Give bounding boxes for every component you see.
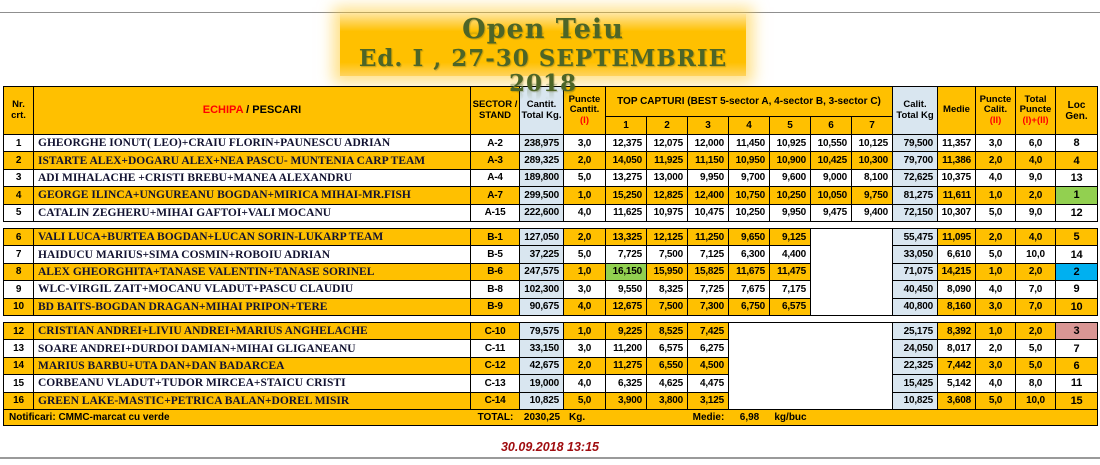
cell-capture-3: 7,425 bbox=[688, 323, 729, 340]
cell-puncte-calitate: 5,0 bbox=[976, 246, 1016, 263]
cell-cantit-total-kg: 289,325 bbox=[520, 152, 564, 169]
footer-total-unit: Kg. bbox=[564, 410, 606, 426]
cell-loc-general: 14 bbox=[1056, 246, 1098, 263]
col-header-capture-1: 1 bbox=[606, 117, 647, 135]
cell-capture-3: 4,500 bbox=[688, 358, 729, 375]
cell-medie: 8,017 bbox=[938, 340, 976, 357]
cell-capture-3: 9,950 bbox=[688, 170, 729, 187]
cell-medie: 8,160 bbox=[938, 299, 976, 316]
cell-capture-7: 10,125 bbox=[852, 135, 893, 152]
cell-puncte-cantitate: 4,0 bbox=[564, 205, 606, 222]
footer-spacer bbox=[893, 410, 938, 426]
cell-capture-5: 4,400 bbox=[770, 246, 811, 263]
results-table-header-and-sector-a bbox=[3, 86, 1098, 222]
cell-capture-3: 12,400 bbox=[688, 187, 729, 204]
footer-total-value: 2030,25 bbox=[520, 410, 564, 426]
cell-team-name: HAIDUCU MARIUS+SIMA COSMIN+ROBOIU ADRIAN bbox=[34, 246, 471, 263]
cell-loc-general: 9 bbox=[1056, 281, 1098, 298]
cell-calit-total-kg: 22,325 bbox=[893, 358, 938, 375]
cell-team-name: GEORGE ILINCA+UNGUREANU BOGDAN+MIRICA MIHAI-MR.FISH bbox=[34, 187, 471, 204]
cell-calit-total-kg: 25,175 bbox=[893, 323, 938, 340]
cell-total-puncte: 2,0 bbox=[1016, 187, 1056, 204]
cell-capture-4: 9,700 bbox=[729, 170, 770, 187]
cell-capture-2: 6,575 bbox=[647, 340, 688, 357]
cell-medie: 5,142 bbox=[938, 375, 976, 392]
cell-team-name: CORBEANU VLADUT+TUDOR MIRCEA+STAICU CRISTI bbox=[34, 375, 471, 392]
cell-capture-5: 10,925 bbox=[770, 135, 811, 152]
cell-sector-stand: C-12 bbox=[471, 358, 520, 375]
cell-cantit-total-kg: 79,575 bbox=[520, 323, 564, 340]
cell-calit-total-kg: 72,625 bbox=[893, 170, 938, 187]
col-header-loc-gen: Loc Gen. bbox=[1056, 87, 1098, 135]
cell-calit-total-kg: 33,050 bbox=[893, 246, 938, 263]
cell-capture-4: 11,450 bbox=[729, 135, 770, 152]
cell-capture-5: 9,600 bbox=[770, 170, 811, 187]
cell-puncte-calitate: 2,0 bbox=[976, 340, 1016, 357]
cell-capture-1: 13,275 bbox=[606, 170, 647, 187]
cell-calit-total-kg: 79,700 bbox=[893, 152, 938, 169]
footer-medie-value: 6,98 bbox=[729, 410, 770, 426]
cell-calit-total-kg: 71,075 bbox=[893, 264, 938, 281]
cell-capture-2: 12,825 bbox=[647, 187, 688, 204]
cell-sector-stand: B-5 bbox=[471, 246, 520, 263]
cell-capture-blank bbox=[811, 281, 893, 298]
cell-capture-2: 15,950 bbox=[647, 264, 688, 281]
cell-puncte-calitate: 5,0 bbox=[976, 205, 1016, 222]
cell-total-puncte: 8,0 bbox=[1016, 375, 1056, 392]
cell-sector-stand: C-13 bbox=[471, 375, 520, 392]
cell-calit-total-kg: 72,150 bbox=[893, 205, 938, 222]
cell-medie: 10,375 bbox=[938, 170, 976, 187]
cell-total-puncte: 4,0 bbox=[1016, 152, 1056, 169]
cell-sector-stand: B-6 bbox=[471, 264, 520, 281]
cell-capture-1: 7,725 bbox=[606, 246, 647, 263]
cell-capture-blank bbox=[729, 340, 893, 357]
cell-capture-1: 15,250 bbox=[606, 187, 647, 204]
cell-puncte-cantitate: 3,0 bbox=[564, 340, 606, 357]
cell-puncte-cantitate: 1,0 bbox=[564, 323, 606, 340]
cell-total-puncte: 2,0 bbox=[1016, 323, 1056, 340]
cell-capture-1: 9,225 bbox=[606, 323, 647, 340]
cell-puncte-cantitate: 4,0 bbox=[564, 299, 606, 316]
cell-row-number: 10 bbox=[4, 299, 34, 316]
cell-row-number: 4 bbox=[4, 187, 34, 204]
cell-puncte-calitate: 2,0 bbox=[976, 152, 1016, 169]
cell-capture-2: 10,975 bbox=[647, 205, 688, 222]
cell-capture-7: 9,400 bbox=[852, 205, 893, 222]
cell-calit-total-kg: 24,050 bbox=[893, 340, 938, 357]
cell-loc-general: 1 bbox=[1056, 187, 1098, 204]
cell-capture-4: 10,250 bbox=[729, 205, 770, 222]
cell-loc-general: 3 bbox=[1056, 323, 1098, 340]
cell-capture-6: 9,000 bbox=[811, 170, 852, 187]
cell-loc-general: 13 bbox=[1056, 170, 1098, 187]
cell-capture-4: 7,675 bbox=[729, 281, 770, 298]
cell-team-name: CRISTIAN ANDREI+LIVIU ANDREI+MARIUS ANGHELACHE bbox=[34, 323, 471, 340]
col-header-capture-3: 3 bbox=[688, 117, 729, 135]
col-header-capture-7: 7 bbox=[852, 117, 893, 135]
cell-total-puncte: 7,0 bbox=[1016, 281, 1056, 298]
cell-calit-total-kg: 40,450 bbox=[893, 281, 938, 298]
cell-capture-6: 9,475 bbox=[811, 205, 852, 222]
cell-capture-1: 12,375 bbox=[606, 135, 647, 152]
cell-capture-blank bbox=[811, 246, 893, 263]
cell-capture-3: 7,725 bbox=[688, 281, 729, 298]
footer-spacer bbox=[606, 410, 647, 426]
col-header-top-capturi: TOP CAPTURI (BEST 5-sector A, 4-sector B, 3-sector C) bbox=[606, 87, 893, 117]
cell-sector-stand: C-10 bbox=[471, 323, 520, 340]
cell-puncte-cantitate: 3,0 bbox=[564, 135, 606, 152]
cell-calit-total-kg: 55,475 bbox=[893, 229, 938, 246]
col-header-nr-crt: Nr. crt. bbox=[4, 87, 34, 135]
cell-cantit-total-kg: 37,225 bbox=[520, 246, 564, 263]
cell-capture-6: 10,050 bbox=[811, 187, 852, 204]
cell-loc-general: 15 bbox=[1056, 393, 1098, 410]
cell-cantit-total-kg: 102,300 bbox=[520, 281, 564, 298]
cell-medie: 8,392 bbox=[938, 323, 976, 340]
cell-team-name: CATALIN ZEGHERU+MIHAI GAFTOI+VALI MOCANU bbox=[34, 205, 471, 222]
cell-cantit-total-kg: 189,800 bbox=[520, 170, 564, 187]
event-title: Open Teiu bbox=[462, 14, 624, 45]
cell-team-name: SOARE ANDREI+DURDOI DAMIAN+MIHAI GLIGANEANU bbox=[34, 340, 471, 357]
cell-sector-stand: A-2 bbox=[471, 135, 520, 152]
cell-puncte-calitate: 4,0 bbox=[976, 375, 1016, 392]
cell-capture-2: 7,500 bbox=[647, 246, 688, 263]
cell-puncte-cantitate: 4,0 bbox=[564, 375, 606, 392]
cell-cantit-total-kg: 222,600 bbox=[520, 205, 564, 222]
title-banner bbox=[340, 14, 746, 97]
cell-puncte-cantitate: 5,0 bbox=[564, 170, 606, 187]
cell-capture-5: 7,175 bbox=[770, 281, 811, 298]
cell-puncte-calitate: 3,0 bbox=[976, 135, 1016, 152]
cell-capture-4: 11,675 bbox=[729, 264, 770, 281]
cell-calit-total-kg: 79,500 bbox=[893, 135, 938, 152]
cell-loc-general: 5 bbox=[1056, 229, 1098, 246]
cell-puncte-calitate: 5,0 bbox=[976, 393, 1016, 410]
cell-loc-general: 6 bbox=[1056, 358, 1098, 375]
cell-capture-5: 10,250 bbox=[770, 187, 811, 204]
cell-puncte-cantitate: 2,0 bbox=[564, 229, 606, 246]
cell-capture-7: 10,300 bbox=[852, 152, 893, 169]
cell-total-puncte: 4,0 bbox=[1016, 229, 1056, 246]
cell-row-number: 16 bbox=[4, 393, 34, 410]
cell-capture-blank bbox=[811, 264, 893, 281]
cell-team-name: GREEN LAKE-MASTIC+PETRICA BALAN+DOREL MISIR bbox=[34, 393, 471, 410]
cell-calit-total-kg: 15,425 bbox=[893, 375, 938, 392]
col-header-puncte-calit: Puncte Calit. (II) bbox=[976, 87, 1016, 135]
cell-total-puncte: 9,0 bbox=[1016, 205, 1056, 222]
cell-medie: 14,215 bbox=[938, 264, 976, 281]
cell-puncte-calitate: 1,0 bbox=[976, 264, 1016, 281]
cell-total-puncte: 5,0 bbox=[1016, 358, 1056, 375]
cell-capture-5: 11,475 bbox=[770, 264, 811, 281]
cell-capture-4: 10,750 bbox=[729, 187, 770, 204]
cell-sector-stand: A-3 bbox=[471, 152, 520, 169]
cell-cantit-total-kg: 127,050 bbox=[520, 229, 564, 246]
col-header-medie: Medie bbox=[938, 87, 976, 135]
footer-spacer bbox=[1056, 410, 1098, 426]
cell-loc-general: 10 bbox=[1056, 299, 1098, 316]
cell-capture-1: 13,325 bbox=[606, 229, 647, 246]
cell-cantit-total-kg: 238,975 bbox=[520, 135, 564, 152]
cell-row-number: 7 bbox=[4, 246, 34, 263]
cell-puncte-cantitate: 3,0 bbox=[564, 281, 606, 298]
bottom-divider bbox=[0, 457, 1100, 459]
cell-puncte-calitate: 3,0 bbox=[976, 299, 1016, 316]
cell-puncte-cantitate: 1,0 bbox=[564, 264, 606, 281]
cell-cantit-total-kg: 90,675 bbox=[520, 299, 564, 316]
cell-puncte-calitate: 1,0 bbox=[976, 323, 1016, 340]
cell-capture-2: 6,550 bbox=[647, 358, 688, 375]
cell-row-number: 3 bbox=[4, 170, 34, 187]
cell-sector-stand: B-1 bbox=[471, 229, 520, 246]
cell-capture-2: 4,625 bbox=[647, 375, 688, 392]
cell-row-number: 13 bbox=[4, 340, 34, 357]
cell-row-number: 14 bbox=[4, 358, 34, 375]
cell-cantit-total-kg: 10,825 bbox=[520, 393, 564, 410]
cell-capture-2: 12,125 bbox=[647, 229, 688, 246]
cell-loc-general: 4 bbox=[1056, 152, 1098, 169]
cell-capture-4: 10,950 bbox=[729, 152, 770, 169]
col-header-capture-5: 5 bbox=[770, 117, 811, 135]
cell-puncte-cantitate: 1,0 bbox=[564, 187, 606, 204]
cell-puncte-calitate: 4,0 bbox=[976, 170, 1016, 187]
cell-row-number: 5 bbox=[4, 205, 34, 222]
cell-capture-5: 9,950 bbox=[770, 205, 811, 222]
cell-sector-stand: C-11 bbox=[471, 340, 520, 357]
cell-capture-blank bbox=[729, 393, 893, 410]
cell-medie: 10,307 bbox=[938, 205, 976, 222]
cell-capture-6: 10,550 bbox=[811, 135, 852, 152]
cell-puncte-calitate: 2,0 bbox=[976, 229, 1016, 246]
cell-capture-1: 11,275 bbox=[606, 358, 647, 375]
cell-capture-3: 4,475 bbox=[688, 375, 729, 392]
top-divider bbox=[0, 12, 1100, 13]
cell-capture-blank bbox=[811, 299, 893, 316]
cell-capture-6: 10,425 bbox=[811, 152, 852, 169]
cell-total-puncte: 2,0 bbox=[1016, 264, 1056, 281]
cell-row-number: 1 bbox=[4, 135, 34, 152]
cell-capture-2: 12,075 bbox=[647, 135, 688, 152]
cell-capture-7: 9,750 bbox=[852, 187, 893, 204]
cell-capture-3: 10,475 bbox=[688, 205, 729, 222]
col-header-capture-2: 2 bbox=[647, 117, 688, 135]
cell-capture-3: 11,250 bbox=[688, 229, 729, 246]
cell-puncte-cantitate: 2,0 bbox=[564, 152, 606, 169]
cell-capture-2: 8,525 bbox=[647, 323, 688, 340]
cell-puncte-calitate: 1,0 bbox=[976, 187, 1016, 204]
cell-capture-7: 8,100 bbox=[852, 170, 893, 187]
cell-capture-1: 6,325 bbox=[606, 375, 647, 392]
cell-capture-3: 11,150 bbox=[688, 152, 729, 169]
col-header-cantit-total-kg: Cantit. Total Kg. bbox=[520, 87, 564, 135]
cell-sector-stand: B-9 bbox=[471, 299, 520, 316]
cell-total-puncte: 9,0 bbox=[1016, 170, 1056, 187]
footer-notificari: Notificari: CMMC-marcat cu verde bbox=[4, 410, 471, 426]
results-table-sector-b bbox=[3, 228, 1098, 316]
cell-loc-general: 11 bbox=[1056, 375, 1098, 392]
cell-cantit-total-kg: 33,150 bbox=[520, 340, 564, 357]
footer-spacer bbox=[647, 410, 688, 426]
cell-row-number: 6 bbox=[4, 229, 34, 246]
cell-capture-3: 15,825 bbox=[688, 264, 729, 281]
cell-row-number: 12 bbox=[4, 323, 34, 340]
cell-medie: 11,357 bbox=[938, 135, 976, 152]
cell-capture-1: 9,550 bbox=[606, 281, 647, 298]
cell-team-name: ISTARTE ALEX+DOGARU ALEX+NEA PASCU- MUNTENIA CARP TEAM bbox=[34, 152, 471, 169]
cell-row-number: 9 bbox=[4, 281, 34, 298]
cell-medie: 8,090 bbox=[938, 281, 976, 298]
cell-capture-3: 3,125 bbox=[688, 393, 729, 410]
cell-medie: 3,608 bbox=[938, 393, 976, 410]
col-header-puncte-cantit: Puncte Cantit. (I) bbox=[564, 87, 606, 135]
footer-medie-unit: kg/buc bbox=[770, 410, 811, 426]
cell-capture-4: 6,300 bbox=[729, 246, 770, 263]
cell-capture-2: 13,000 bbox=[647, 170, 688, 187]
col-header-capture-6: 6 bbox=[811, 117, 852, 135]
cell-loc-general: 2 bbox=[1056, 264, 1098, 281]
cell-row-number: 8 bbox=[4, 264, 34, 281]
cell-capture-1: 12,675 bbox=[606, 299, 647, 316]
cell-sector-stand: C-14 bbox=[471, 393, 520, 410]
cell-capture-4: 9,650 bbox=[729, 229, 770, 246]
cell-total-puncte: 5,0 bbox=[1016, 340, 1056, 357]
cell-team-name: BD BAITS-BOGDAN DRAGAN+MIHAI PRIPON+TERE bbox=[34, 299, 471, 316]
cell-team-name: ADI MIHALACHE +CRISTI BREBU+MANEA ALEXANDRU bbox=[34, 170, 471, 187]
cell-capture-5: 9,125 bbox=[770, 229, 811, 246]
cell-loc-general: 7 bbox=[1056, 340, 1098, 357]
cell-capture-2: 3,800 bbox=[647, 393, 688, 410]
cell-capture-3: 6,275 bbox=[688, 340, 729, 357]
cell-sector-stand: A-15 bbox=[471, 205, 520, 222]
cell-row-number: 2 bbox=[4, 152, 34, 169]
cell-team-name: GHEORGHE IONUT( LEO)+CRAIU FLORIN+PAUNESCU ADRIAN bbox=[34, 135, 471, 152]
cell-puncte-calitate: 4,0 bbox=[976, 281, 1016, 298]
cell-capture-1: 14,050 bbox=[606, 152, 647, 169]
event-edition-dates: Ed. I , 27-30 SEPTEMBRIE 2018 bbox=[358, 45, 728, 97]
cell-cantit-total-kg: 299,500 bbox=[520, 187, 564, 204]
cell-sector-stand: A-7 bbox=[471, 187, 520, 204]
cell-medie: 7,442 bbox=[938, 358, 976, 375]
footer-spacer bbox=[811, 410, 893, 426]
cell-capture-blank bbox=[729, 375, 893, 392]
cell-sector-stand: B-8 bbox=[471, 281, 520, 298]
cell-medie: 6,610 bbox=[938, 246, 976, 263]
cell-capture-2: 7,500 bbox=[647, 299, 688, 316]
cell-cantit-total-kg: 19,000 bbox=[520, 375, 564, 392]
col-header-calit-total-kg: Calit. Total Kg bbox=[893, 87, 938, 135]
cell-row-number: 15 bbox=[4, 375, 34, 392]
col-header-total-puncte: Total Puncte (I)+(II) bbox=[1016, 87, 1056, 135]
cell-puncte-cantitate: 5,0 bbox=[564, 246, 606, 263]
footer-spacer bbox=[976, 410, 1016, 426]
footer-spacer bbox=[938, 410, 976, 426]
cell-capture-5: 10,900 bbox=[770, 152, 811, 169]
timestamp: 30.09.2018 13:15 bbox=[500, 440, 599, 454]
col-header-capture-4: 4 bbox=[729, 117, 770, 135]
cell-calit-total-kg: 81,275 bbox=[893, 187, 938, 204]
cell-capture-1: 3,900 bbox=[606, 393, 647, 410]
results-table-sector-c bbox=[3, 322, 1098, 426]
col-header-echipa-pescari: ECHIPA / PESCARI bbox=[34, 87, 471, 135]
cell-capture-1: 11,625 bbox=[606, 205, 647, 222]
cell-capture-blank bbox=[729, 358, 893, 375]
cell-total-puncte: 6,0 bbox=[1016, 135, 1056, 152]
cell-medie: 11,386 bbox=[938, 152, 976, 169]
cell-capture-3: 7,300 bbox=[688, 299, 729, 316]
cell-puncte-cantitate: 2,0 bbox=[564, 358, 606, 375]
cell-capture-2: 11,925 bbox=[647, 152, 688, 169]
cell-capture-3: 7,125 bbox=[688, 246, 729, 263]
cell-capture-3: 12,000 bbox=[688, 135, 729, 152]
footer-medie-label: Medie: bbox=[688, 410, 729, 426]
cell-sector-stand: A-4 bbox=[471, 170, 520, 187]
cell-loc-general: 12 bbox=[1056, 205, 1098, 222]
cell-capture-4: 6,750 bbox=[729, 299, 770, 316]
cell-team-name: ALEX GHEORGHITA+TANASE VALENTIN+TANASE SORINEL bbox=[34, 264, 471, 281]
cell-team-name: MARIUS BARBU+UTA DAN+DAN BADARCEA bbox=[34, 358, 471, 375]
cell-team-name: VALI LUCA+BURTEA BOGDAN+LUCAN SORIN-LUKARP TEAM bbox=[34, 229, 471, 246]
cell-capture-2: 8,325 bbox=[647, 281, 688, 298]
col-header-sector-stand: SECTOR / STAND bbox=[471, 87, 520, 135]
cell-calit-total-kg: 10,825 bbox=[893, 393, 938, 410]
cell-medie: 11,611 bbox=[938, 187, 976, 204]
cell-capture-5: 6,575 bbox=[770, 299, 811, 316]
cell-capture-1: 11,200 bbox=[606, 340, 647, 357]
footer-total-label: TOTAL: bbox=[471, 410, 520, 426]
cell-cantit-total-kg: 247,575 bbox=[520, 264, 564, 281]
cell-cantit-total-kg: 42,675 bbox=[520, 358, 564, 375]
cell-loc-general: 8 bbox=[1056, 135, 1098, 152]
cell-calit-total-kg: 40,800 bbox=[893, 299, 938, 316]
cell-medie: 11,095 bbox=[938, 229, 976, 246]
cell-puncte-cantitate: 5,0 bbox=[564, 393, 606, 410]
cell-puncte-calitate: 3,0 bbox=[976, 358, 1016, 375]
footer-spacer bbox=[1016, 410, 1056, 426]
cell-total-puncte: 10,0 bbox=[1016, 246, 1056, 263]
cell-total-puncte: 10,0 bbox=[1016, 393, 1056, 410]
cell-team-name: WLC-VIRGIL ZAIT+MOCANU VLADUT+PASCU CLAUDIU bbox=[34, 281, 471, 298]
cell-capture-1: 16,150 bbox=[606, 264, 647, 281]
cell-capture-blank bbox=[729, 323, 893, 340]
cell-total-puncte: 7,0 bbox=[1016, 299, 1056, 316]
cell-capture-blank bbox=[811, 229, 893, 246]
